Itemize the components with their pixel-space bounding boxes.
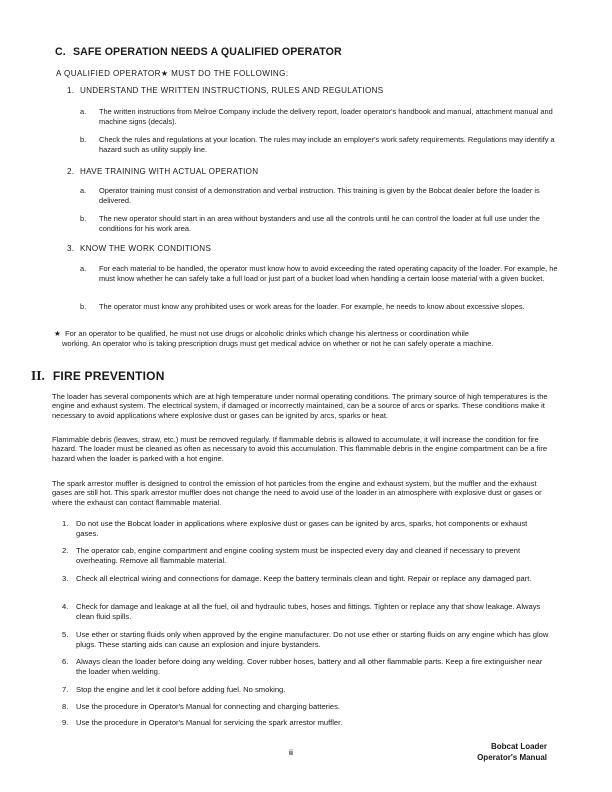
item-letter: b. [80,135,87,144]
item-text: Operator training must consist of a demonstration and verbal instruction. This training is given by the Bobcat dealer before the loader is delivered. [99,186,540,205]
item-number: 6. [62,657,69,666]
section-c-title: SAFE OPERATION NEEDS A QUALIFIED OPERATOR [73,46,342,58]
item-number: 1. [62,519,69,528]
item-number: 3. [62,574,69,583]
item-text: The written instructions from Melroe Company include the delivery report, loader operator's handbook and manual, attachment manual and machine signs (decals). [99,107,553,126]
subsection-number: 1. [67,86,75,95]
note-text [62,329,494,348]
fire-paragraph-3: The spark arrestor muffler is designed to control the emission of hot particles from the engine and exhaust system, but the muffler and the exhaust gases are still hot. This spark arrestor muffler does not change the need to avoid use of the loader in an atmosphere with explosive dust or gases or where the exhaust can contact flammable material. [52,479,542,507]
item-letter: b. [80,302,87,311]
item-number: 5. [62,630,69,639]
subsection-number: 2. [67,167,75,176]
subsection-number: 3. [67,244,75,253]
item-text: The operator must know any prohibited uses or work areas for the loader. For example, he needs to know about excessive slopes. [99,302,525,311]
subsection-title: UNDERSTAND THE WRITTEN INSTRUCTIONS, RULES AND REGULATIONS [80,86,384,95]
item-text: Check all electrical wiring and connections for damage. Keep the battery terminals clean and tight. Repair or replace any damaged part. [76,574,532,583]
item-letter: b. [80,214,87,223]
item-text: Use the procedure in Operator's Manual for servicing the spark arrestor muffler. [76,718,343,727]
item-text: Check for damage and leakage at all the fuel, oil and hydraulic tubes, hoses and fittings. Tighten or replace any that show leakage. Always clean fluid spills. [76,602,541,621]
item-text: The new operator should start in an area without bystanders and use all the controls until he can control the loader at full use under the conditions for his work area. [99,214,540,233]
section-ii-heading [31,368,165,384]
star-icon: ★ [54,329,61,338]
manual-title-line-2: Operator's Manual [477,753,547,762]
item-text: Stop the engine and let it cool before adding fuel. No smoking. [76,685,286,694]
item-letter: a. [80,186,87,195]
item-text: For each material to be handled, the operator must know how to avoid exceeding the rated operating capacity of the loader. For example, he must know whether he can safely take a full load or just part of a bucket load when handling a certain loose material with a given bucket. [99,264,558,283]
item-number: 8. [62,702,69,711]
item-text: Use ether or starting fluids only when approved by the engine manufacturer. Do not use ether or starting fluids on any engine which has glow plugs. These starting aids can cause an explosion and injure bystanders. [76,630,549,649]
note-line-1: For an operator to be qualified, he must not use drugs or alcoholic drinks which change his alertness or coordination while [65,329,469,338]
note-line-2: working. An operator who is taking prescription drugs must get medical advice on whether or not he can safely operate a machine. [62,338,494,348]
item-text: Do not use the Bobcat loader in applications where explosive dust or gases can be ignited by arcs, sparks, hot components or exhaust gases. [76,519,528,538]
item-letter: a. [80,264,87,273]
item-text: Check the rules and regulations at your location. The rules may include an employer's work safety requirements. Regulations may identify a hazard such as utility supply line. [99,135,555,154]
item-text: The operator cab, engine compartment and engine cooling system must be inspected every day and cleaned if necessary to prevent overheating. Remove all flammable material. [76,546,521,565]
item-letter: a. [80,107,87,116]
section-c-heading [55,46,342,58]
item-text: Always clean the loader before doing any welding. Cover rubber hoses, battery and all other flammable parts. Keep a fire extinguisher near the loader when welding. [76,657,543,676]
item-text: Use the procedure in Operator's Manual for connecting and charging batteries. [76,702,341,711]
page-number: ii [289,750,293,757]
item-number: 2. [62,546,69,555]
item-number: 9. [62,718,69,727]
fire-paragraph-1: The loader has several components which are at high temperature under normal operating conditions. The primary source of high temperatures is the engine and exhaust system. The electrical system, if damaged or incorrectly maintained, can be a source of arcs or sparks. These conditions make it necessary to avoid applications where explosive dust or gases can be ignited by arcs, sparks or heat. [52,392,548,420]
section-ii-title: FIRE PREVENTION [52,369,165,383]
fire-paragraph-2: Flammable debris (leaves, straw, etc.) must be removed regularly. If flammable debris is allowed to accumulate, it will increase the condition for fire hazard. The loader must be cleaned as often as necessary to avoid this accumulation. This flammable debris in the engine compartment can be a fire hazard when the loader is parked with a hot engine. [52,435,547,463]
item-number: 4. [62,602,69,611]
subsection-title: KNOW THE WORK CONDITIONS [80,244,212,253]
section-c-letter: C. [55,46,66,58]
section-c-intro: A QUALIFIED OPERATOR★ MUST DO THE FOLLOWING: [56,69,289,78]
item-number: 7. [62,685,69,694]
manual-title-line-1: Bobcat Loader [490,742,547,751]
section-ii-numeral: II. [31,368,45,383]
subsection-title: HAVE TRAINING WITH ACTUAL OPERATION [80,167,259,176]
manual-title [477,741,547,763]
